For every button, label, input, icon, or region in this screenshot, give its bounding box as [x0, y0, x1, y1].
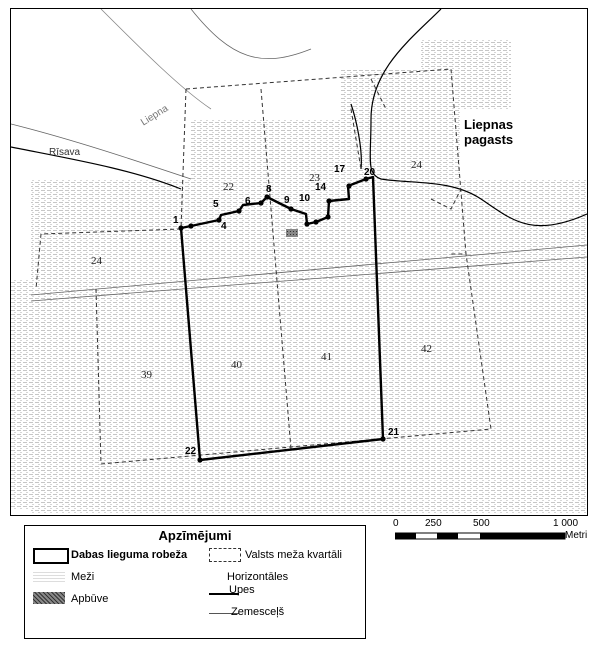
point-label: 20: [364, 167, 376, 178]
legend-item-rivers: Upes: [229, 584, 255, 596]
point-label: 10: [299, 193, 311, 204]
quarter-label: 24: [411, 159, 422, 171]
quarter-label: 40: [231, 359, 242, 371]
point-label: 21: [388, 427, 400, 438]
place-name-line1: Liepnas: [464, 117, 514, 132]
boundary-legend-icon: [33, 548, 69, 564]
legend-item-contours: Horizontāles: [227, 571, 289, 583]
legend: [24, 525, 366, 639]
map-area: [10, 8, 588, 516]
forest-legend-icon: [33, 570, 65, 582]
quarter-label: 42: [421, 343, 432, 355]
quarter-label: 41: [321, 351, 332, 363]
legend-item-quarters: Valsts meža kvartāli: [245, 549, 342, 561]
point-label: 22: [185, 446, 197, 457]
forest-areas: [11, 39, 587, 514]
river-risava: [101, 9, 211, 109]
legend-item-roads: Zemesceļš: [231, 606, 285, 618]
legend-item-boundary: Dabas lieguma robeža: [71, 549, 188, 561]
quarter-legend-icon: [209, 548, 241, 562]
quarter-label: 23: [309, 172, 320, 184]
river-label-liepna: Liepna: [139, 103, 171, 129]
point-label: 5: [213, 199, 219, 210]
place-name: [464, 117, 513, 147]
buildup-legend-icon: [33, 592, 65, 604]
scale-tick: 500: [473, 518, 490, 529]
legend-item-buildup: Apbūve: [71, 593, 109, 605]
point-label: 9: [284, 195, 290, 206]
point-label: 1: [173, 215, 179, 226]
place-name-line2: pagasts: [464, 132, 514, 147]
buildup-area: [286, 229, 298, 237]
point-label: 14: [315, 182, 327, 193]
scale-unit: Metri: [565, 530, 588, 541]
quarter-label: 22: [223, 181, 234, 193]
scale-tick: 250: [425, 518, 442, 529]
legend-item-forest: Meži: [71, 571, 95, 583]
point-label: 8: [266, 184, 272, 195]
scale-graphic: [395, 530, 588, 542]
scale-bar: [393, 518, 588, 548]
point-label: 6: [245, 196, 251, 207]
scale-tick: 0: [393, 518, 399, 529]
quarter-label: 39: [141, 369, 152, 381]
point-label: 17: [334, 164, 346, 175]
scale-tick: 1 000: [553, 518, 579, 529]
quarter-label: 24: [91, 255, 102, 267]
legend-title: Apzīmējumi: [158, 528, 232, 543]
river-label-risava: Rīsava: [49, 147, 81, 158]
point-label: 4: [221, 221, 227, 232]
